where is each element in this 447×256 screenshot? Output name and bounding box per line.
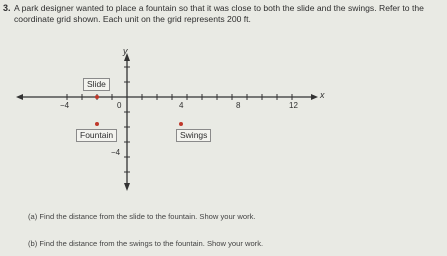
x-axis-label: x: [320, 90, 325, 100]
part-a-label: (a): [28, 212, 38, 221]
x-tick-label-neg4: −4: [60, 101, 70, 110]
x-axis-right-arrow: [311, 94, 318, 100]
x-tick-label-12: 12: [289, 101, 298, 110]
y-tick-label-neg4: −4: [111, 148, 121, 157]
x-tick-label-4: 4: [179, 101, 184, 110]
x-tick-label-0: 0: [117, 101, 122, 110]
swings-label: Swings: [176, 129, 211, 142]
y-axis-label: y: [123, 46, 128, 56]
slide-label: Slide: [83, 78, 110, 91]
part-b-label: (b): [28, 239, 38, 248]
part-b: [28, 239, 263, 249]
question-text-line-1: A park designer wanted to place a fountain so that it was close to both the slide and the swings. Refer to the: [14, 3, 424, 13]
fountain-point: [95, 122, 99, 126]
x-axis-left-arrow: [16, 94, 23, 100]
slide-point: [95, 95, 99, 99]
part-b-text: Find the distance from the swings to the fountain. Show your work.: [39, 239, 264, 248]
y-axis-down-arrow: [124, 183, 130, 191]
swings-point: [179, 122, 183, 126]
x-tick-label-8: 8: [236, 101, 241, 110]
question-text-line-2: coordinate grid shown. Each unit on the grid represents 200 ft.: [14, 14, 251, 24]
part-a-text: Find the distance from the slide to the fountain. Show your work.: [39, 212, 256, 221]
part-a: [28, 212, 256, 222]
question-number: 3.: [3, 3, 11, 13]
fountain-label: Fountain: [76, 129, 117, 142]
